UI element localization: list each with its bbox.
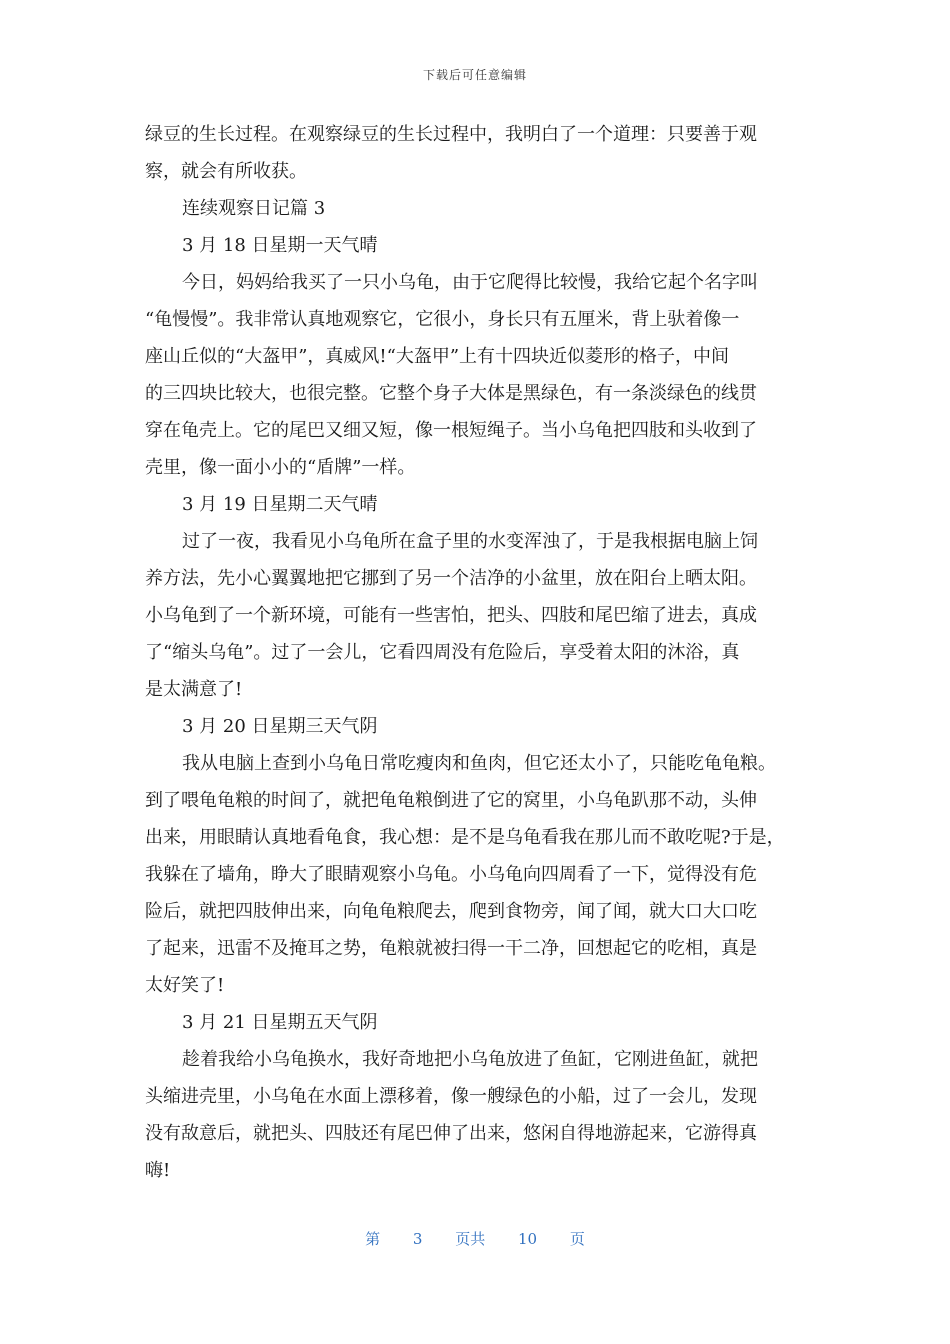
paragraph-line: 绿豆的生长过程。在观察绿豆的生长过程中，我明白了一个道理：只要善于观 bbox=[145, 124, 757, 145]
paragraph-line: 养方法，先小心翼翼地把它挪到了另一个洁净的小盆里，放在阳台上晒太阳。 bbox=[145, 568, 757, 589]
diary-date-heading: 3 月 18 日星期一天气晴 bbox=[182, 235, 378, 256]
diary-date-heading: 3 月 20 日星期三天气阴 bbox=[182, 716, 378, 737]
paragraph-line: 小乌龟到了一个新环境，可能有一些害怕，把头、四肢和尾巴缩了进去，真成 bbox=[145, 605, 757, 626]
paragraph-line: 察，就会有所收获。 bbox=[145, 161, 307, 182]
paragraph-line: 座山丘似的“大盔甲”，真威风!“大盔甲”上有十四块近似菱形的格子，中间 bbox=[145, 346, 730, 367]
paragraph-line: 嗨! bbox=[145, 1160, 171, 1181]
paragraph-line: 我躲在了墙角，睁大了眼睛观察小乌龟。小乌龟向四周看了一下，觉得没有危 bbox=[145, 864, 757, 885]
footer-suffix: 页 bbox=[569, 1230, 585, 1248]
diary-date-heading: 3 月 21 日星期五天气阴 bbox=[182, 1012, 378, 1033]
document-body bbox=[145, 116, 810, 1189]
paragraph-line: 今日，妈妈给我买了一只小乌龟，由于它爬得比较慢，我给它起个名字叫 bbox=[182, 272, 758, 293]
page-header bbox=[0, 66, 950, 83]
footer-total-pages: 10 bbox=[518, 1230, 538, 1248]
paragraph-line: 穿在龟壳上。它的尾巴又细又短，像一根短绳子。当小乌龟把四肢和头收到了 bbox=[145, 420, 757, 441]
paragraph-line: 太好笑了! bbox=[145, 975, 225, 996]
paragraph-line: 到了喂龟龟粮的时间了，就把龟龟粮倒进了它的窝里，小乌龟趴那不动，头伸 bbox=[145, 790, 757, 811]
paragraph-line: 的三四块比较大，也很完整。它整个身子大体是黑绿色，有一条淡绿色的线贯 bbox=[145, 383, 757, 404]
paragraph-line: 了“缩头乌龟”。过了一会儿，它看四周没有危险后，享受着太阳的沐浴，真 bbox=[145, 642, 740, 663]
footer-prefix: 第 bbox=[365, 1230, 381, 1248]
paragraph-line: 了起来，迅雷不及掩耳之势，龟粮就被扫得一干二净，回想起它的吃相，真是 bbox=[145, 938, 757, 959]
paragraph-line: 是太满意了! bbox=[145, 679, 243, 700]
paragraph-line: “龟慢慢”。我非常认真地观察它，它很小，身长只有五厘米，背上驮着像一 bbox=[145, 309, 740, 330]
paragraph-line: 险后，就把四肢伸出来，向龟龟粮爬去，爬到食物旁，闻了闻，就大口大口吃 bbox=[145, 901, 757, 922]
page-footer bbox=[0, 1228, 950, 1249]
paragraph-line: 趁着我给小乌龟换水，我好奇地把小乌龟放进了鱼缸，它刚进鱼缸，就把 bbox=[182, 1049, 758, 1070]
section-title: 连续观察日记篇 3 bbox=[182, 198, 326, 219]
paragraph-line: 没有敌意后，就把头、四肢还有尾巴伸了出来，悠闲自得地游起来，它游得真 bbox=[145, 1123, 757, 1144]
paragraph-line: 过了一夜，我看见小乌龟所在盒子里的水变浑浊了，于是我根据电脑上饲 bbox=[182, 531, 758, 552]
paragraph-line: 壳里，像一面小小的“盾牌”一样。 bbox=[145, 457, 416, 478]
header-text: 下载后可任意编辑 bbox=[422, 68, 527, 82]
paragraph-line: 头缩进壳里，小乌龟在水面上漂移着，像一艘绿色的小船，过了一会儿，发现 bbox=[145, 1086, 757, 1107]
footer-middle: 页共 bbox=[455, 1230, 486, 1248]
diary-date-heading: 3 月 19 日星期二天气晴 bbox=[182, 494, 378, 515]
paragraph-line: 我从电脑上查到小乌龟日常吃瘦肉和鱼肉，但它还太小了，只能吃龟龟粮。 bbox=[182, 753, 776, 774]
paragraph-line: 出来，用眼睛认真地看龟食，我心想：是不是乌龟看我在那儿而不敢吃呢?于是， bbox=[145, 827, 785, 848]
footer-current-page: 3 bbox=[412, 1230, 423, 1248]
